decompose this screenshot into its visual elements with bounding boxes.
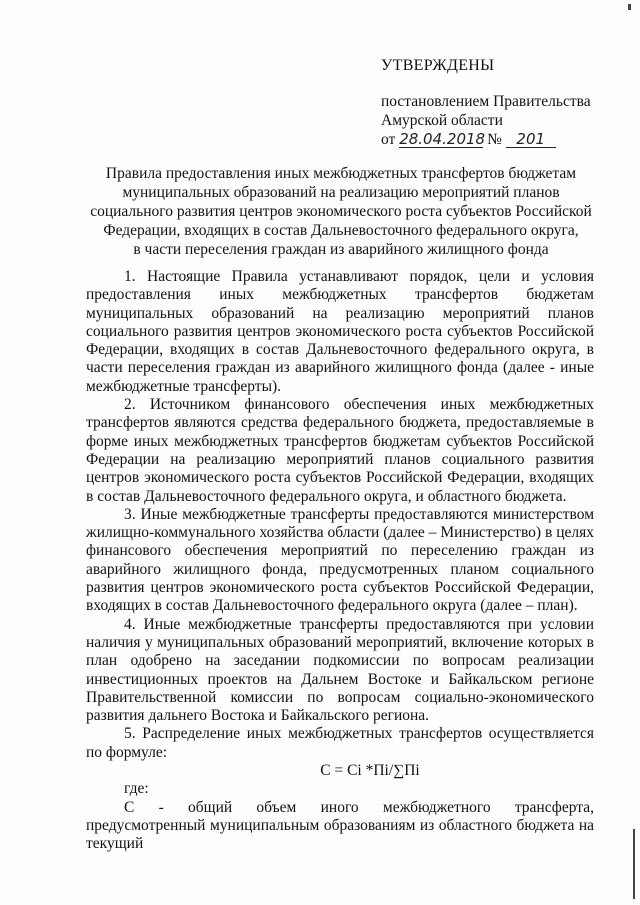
approval-line-1: постановлением Правительства: [381, 93, 591, 110]
title-line: социального развития центров экономического роста субъектов Российской: [90, 203, 592, 220]
approval-block: [381, 56, 621, 149]
document-title: [86, 164, 596, 259]
paragraph-5: 5. Распределение иных межбюджетных трансфертов осуществляется по формуле:: [86, 725, 594, 761]
from-label: от: [381, 131, 396, 148]
title-line: в части переселения граждан из аварийного жилищного фонда: [133, 241, 549, 258]
scan-speck: [628, 4, 631, 10]
title-line: муниципальных образований на реализацию мероприятий планов: [122, 184, 560, 201]
document-body: [86, 268, 594, 854]
title-line: Правила предоставления иных межбюджетных трансфертов бюджетам: [105, 165, 577, 182]
handwritten-number: 201: [506, 131, 556, 148]
approval-line-2: Амурской области: [381, 112, 503, 129]
handwritten-date: 28.04.2018: [399, 130, 486, 148]
paragraph-2: 2. Источником финансового обеспечения иных межбюджетных трансфертов являются средства федерального бюджета, предоставляемые в форме иных межбюджетных трансфертов бюджетам субъектов Российской Федерации на реализацию мероприятий планов социального развития центров экономического роста субъектов Российской Федерации, входящих в состав Дальневосточного федерального округа, и областного бюджета.: [86, 396, 594, 505]
scan-edge-mark: [633, 829, 635, 899]
formula: C = Ci *Пi/∑Пi: [320, 762, 420, 780]
approval-date-line: [381, 130, 621, 149]
where-label: где:: [124, 780, 149, 798]
paragraph-4: 4. Иные межбюджетные трансферты предоставляются при условии наличия у муниципальных образований мероприятий, включение которых в план одобрено на заседании подкомиссии по вопросам реализации инвестиционных проектов на Дальнем Востоке и Байкальском регионе Правительственной комиссии по вопросам социально-экономического развития дальнего Востока и Байкальского региона.: [86, 615, 594, 725]
paragraph-3: 3. Иные межбюджетные трансферты предоставляются министерством жилищно-коммунального хозяйства области (далее – Министерство) в целях финансового обеспечения мероприятий по переселению граждан из аварийного жилищного фонда, предусмотренных планом социального развития центров экономического роста субъектов Российской Федерации, входящих в состав Дальневосточного федерального округа (далее – план).: [86, 505, 594, 615]
number-label: №: [487, 131, 502, 148]
approval-heading: УТВЕРЖДЕНЫ: [381, 57, 495, 74]
definition-paragraph: C - общий объем иного межбюджетного трансферта, предусмотренный муниципальным образованиям из областного бюджета на текущий: [86, 798, 594, 853]
title-line: Федерации, входящих в состав Дальневосточного федерального округа,: [103, 222, 579, 239]
paragraph-1: 1. Настоящие Правила устанавливают порядок, цели и условия предоставления иных межбюджетных трансфертов бюджетам муниципальных образований на реализацию мероприятий планов социального развития центров экономического роста субъектов Российской Федерации, входящих в состав Дальневосточного федерального округа, в части переселения граждан из аварийного жилищного фонда (далее - иные межбюджетные трансферты).: [86, 268, 594, 395]
